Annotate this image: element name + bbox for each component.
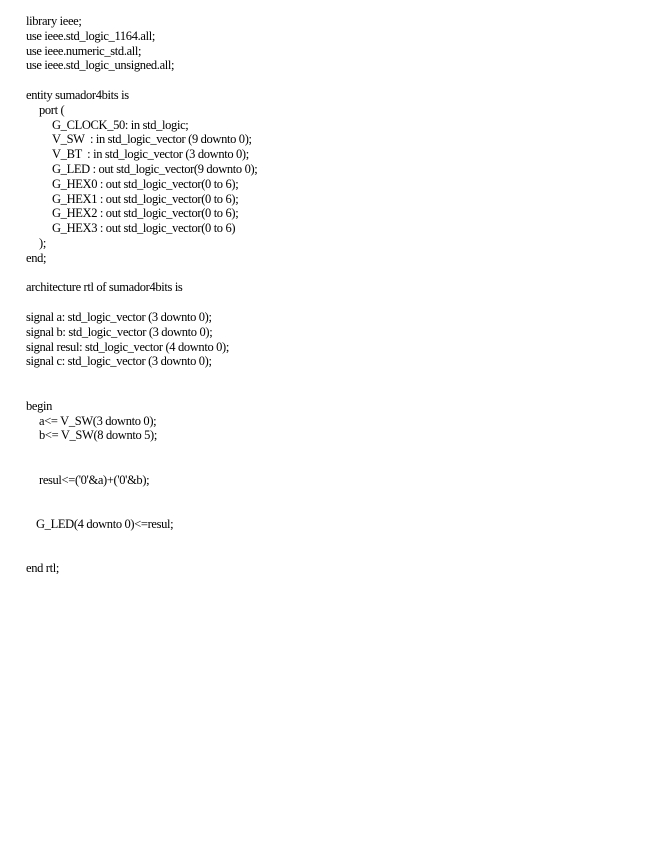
code-line: use ieee.numeric_std.all; (26, 43, 142, 58)
blank-line (26, 458, 645, 473)
code-line: ); (39, 235, 46, 250)
blank-line (26, 502, 645, 517)
code-line: G_LED(4 downto 0)<=resul; (36, 517, 174, 532)
code-line: use ieee.std_logic_1164.all; (26, 28, 155, 43)
code-line: signal a: std_logic_vector (3 downto 0); (26, 309, 212, 324)
blank-line (26, 384, 645, 399)
blank-line (26, 488, 645, 503)
blank-line (26, 532, 645, 547)
code-line: G_LED : out std_logic_vector(9 downto 0); (52, 161, 258, 176)
code-line: use ieee.std_logic_unsigned.all; (26, 58, 175, 73)
blank-line (26, 73, 645, 88)
blank-line (26, 547, 645, 562)
code-line: begin (26, 398, 53, 413)
code-line: V_BT : in std_logic_vector (3 downto 0); (52, 147, 249, 162)
blank-line (26, 443, 645, 458)
blank-line (26, 295, 645, 310)
code-line: end; (26, 250, 47, 265)
code-line: signal resul: std_logic_vector (4 downto 0); (26, 339, 229, 354)
code-line: port ( (39, 102, 65, 117)
code-line: G_HEX0 : out std_logic_vector(0 to 6); (52, 176, 239, 191)
code-line: library ieee; (26, 14, 82, 28)
blank-line (26, 369, 645, 384)
code-document (26, 14, 645, 576)
code-line: architecture rtl of sumador4bits is (26, 280, 183, 295)
code-line: b<= V_SW(8 downto 5); (39, 428, 157, 443)
code-line: resul<=('0'&a)+('0'&b); (39, 472, 150, 487)
code-line: V_SW : in std_logic_vector (9 downto 0); (52, 132, 252, 147)
code-line: G_HEX1 : out std_logic_vector(0 to 6); (52, 191, 239, 206)
blank-line (26, 266, 645, 281)
code-line: G_HEX3 : out std_logic_vector(0 to 6) (52, 221, 236, 236)
code-line: a<= V_SW(3 downto 0); (39, 413, 157, 428)
code-line: entity sumador4bits is (26, 87, 129, 102)
code-line: G_HEX2 : out std_logic_vector(0 to 6); (52, 206, 239, 221)
code-line: signal c: std_logic_vector (3 downto 0); (26, 354, 212, 369)
code-line: signal b: std_logic_vector (3 downto 0); (26, 324, 213, 339)
code-line: G_CLOCK_50: in std_logic; (52, 117, 189, 132)
code-line: end rtl; (26, 561, 59, 576)
